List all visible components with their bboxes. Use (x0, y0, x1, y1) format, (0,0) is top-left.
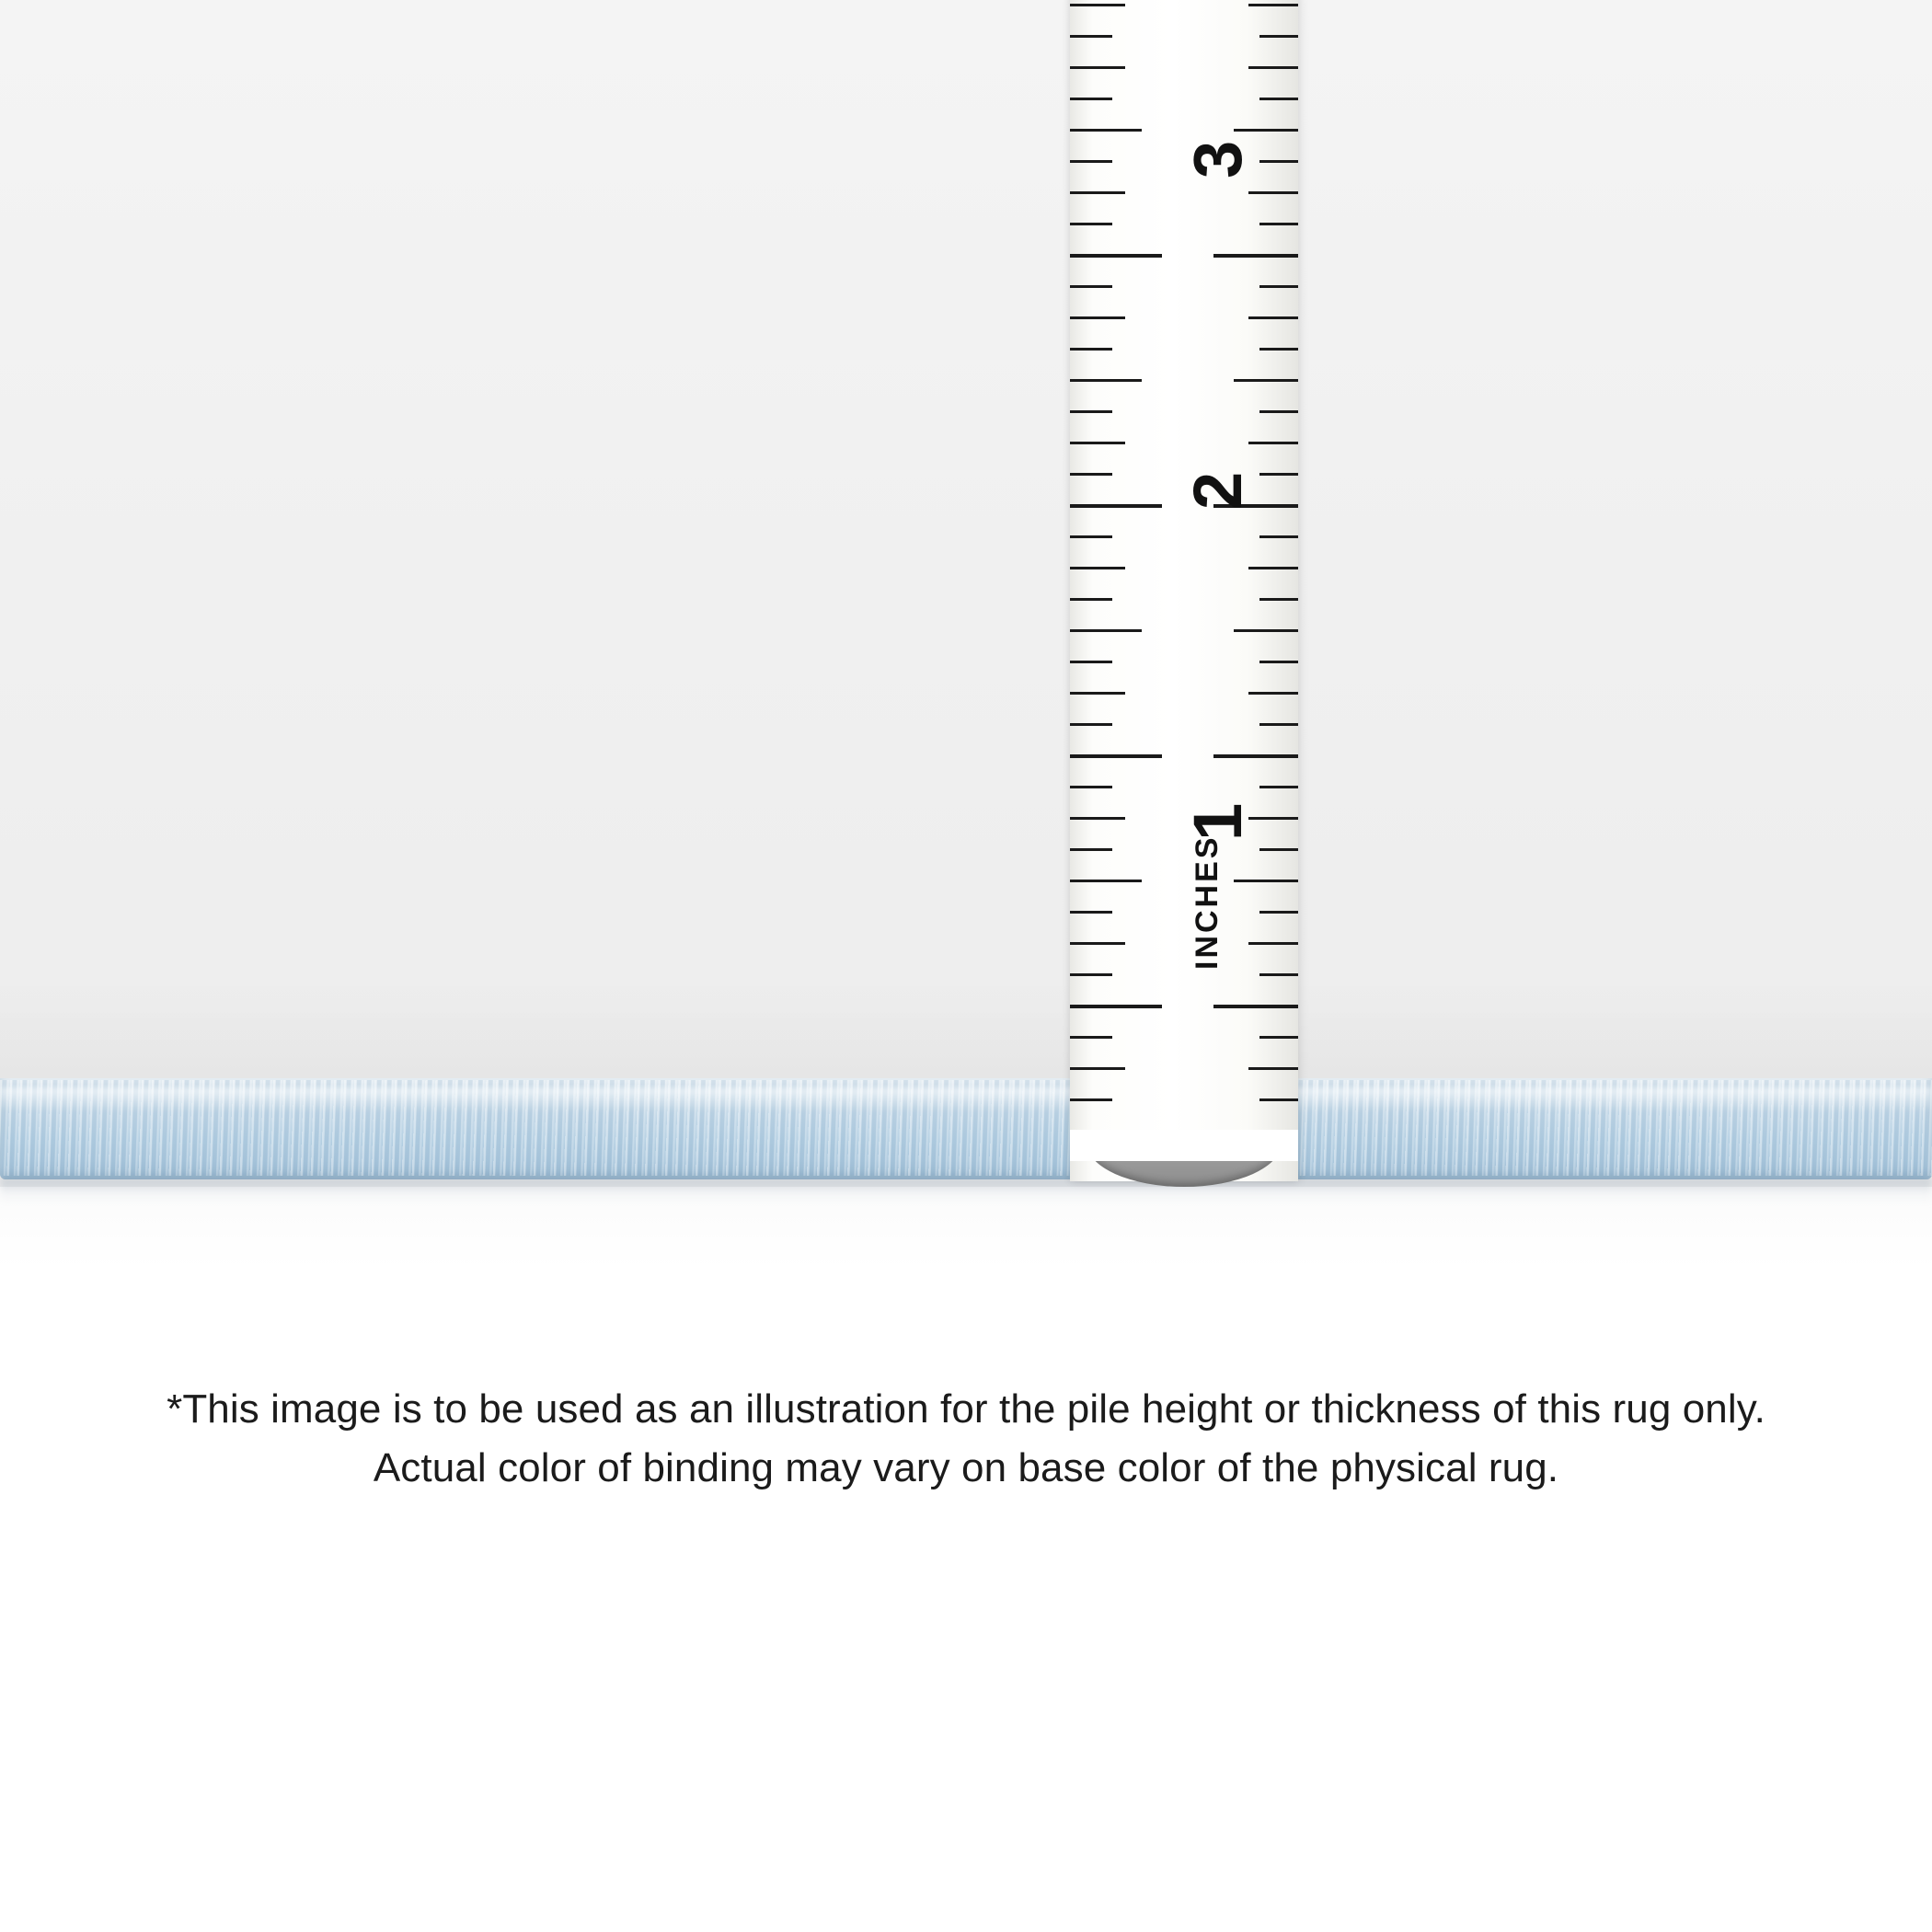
tape-measure-tip (1070, 1130, 1298, 1187)
ruler-number-2: 2 (1179, 472, 1256, 510)
tape-measure (1070, 0, 1298, 1181)
rug-drop-shadow (0, 1178, 1932, 1205)
caption-line-2: Actual color of binding may vary on base color of the physical rug. (373, 1444, 1559, 1490)
ruler-unit-label: INCHES (1190, 834, 1225, 970)
caption-line-1: *This image is to be used as an illustration for the pile height or thickness of this rug only. (167, 1386, 1765, 1432)
rug-edge (0, 1078, 1932, 1190)
rug-binding (0, 1078, 1932, 1179)
photo-floor (0, 1187, 1932, 1325)
ruler-ticks (1070, 0, 1298, 1181)
disclaimer-caption (0, 1380, 1932, 1498)
rug-highlight (0, 1087, 1932, 1111)
tape-tip-mask (1070, 1130, 1298, 1161)
ruler-number-1: 1 (1179, 803, 1256, 841)
ruler-number-3: 3 (1179, 141, 1256, 178)
